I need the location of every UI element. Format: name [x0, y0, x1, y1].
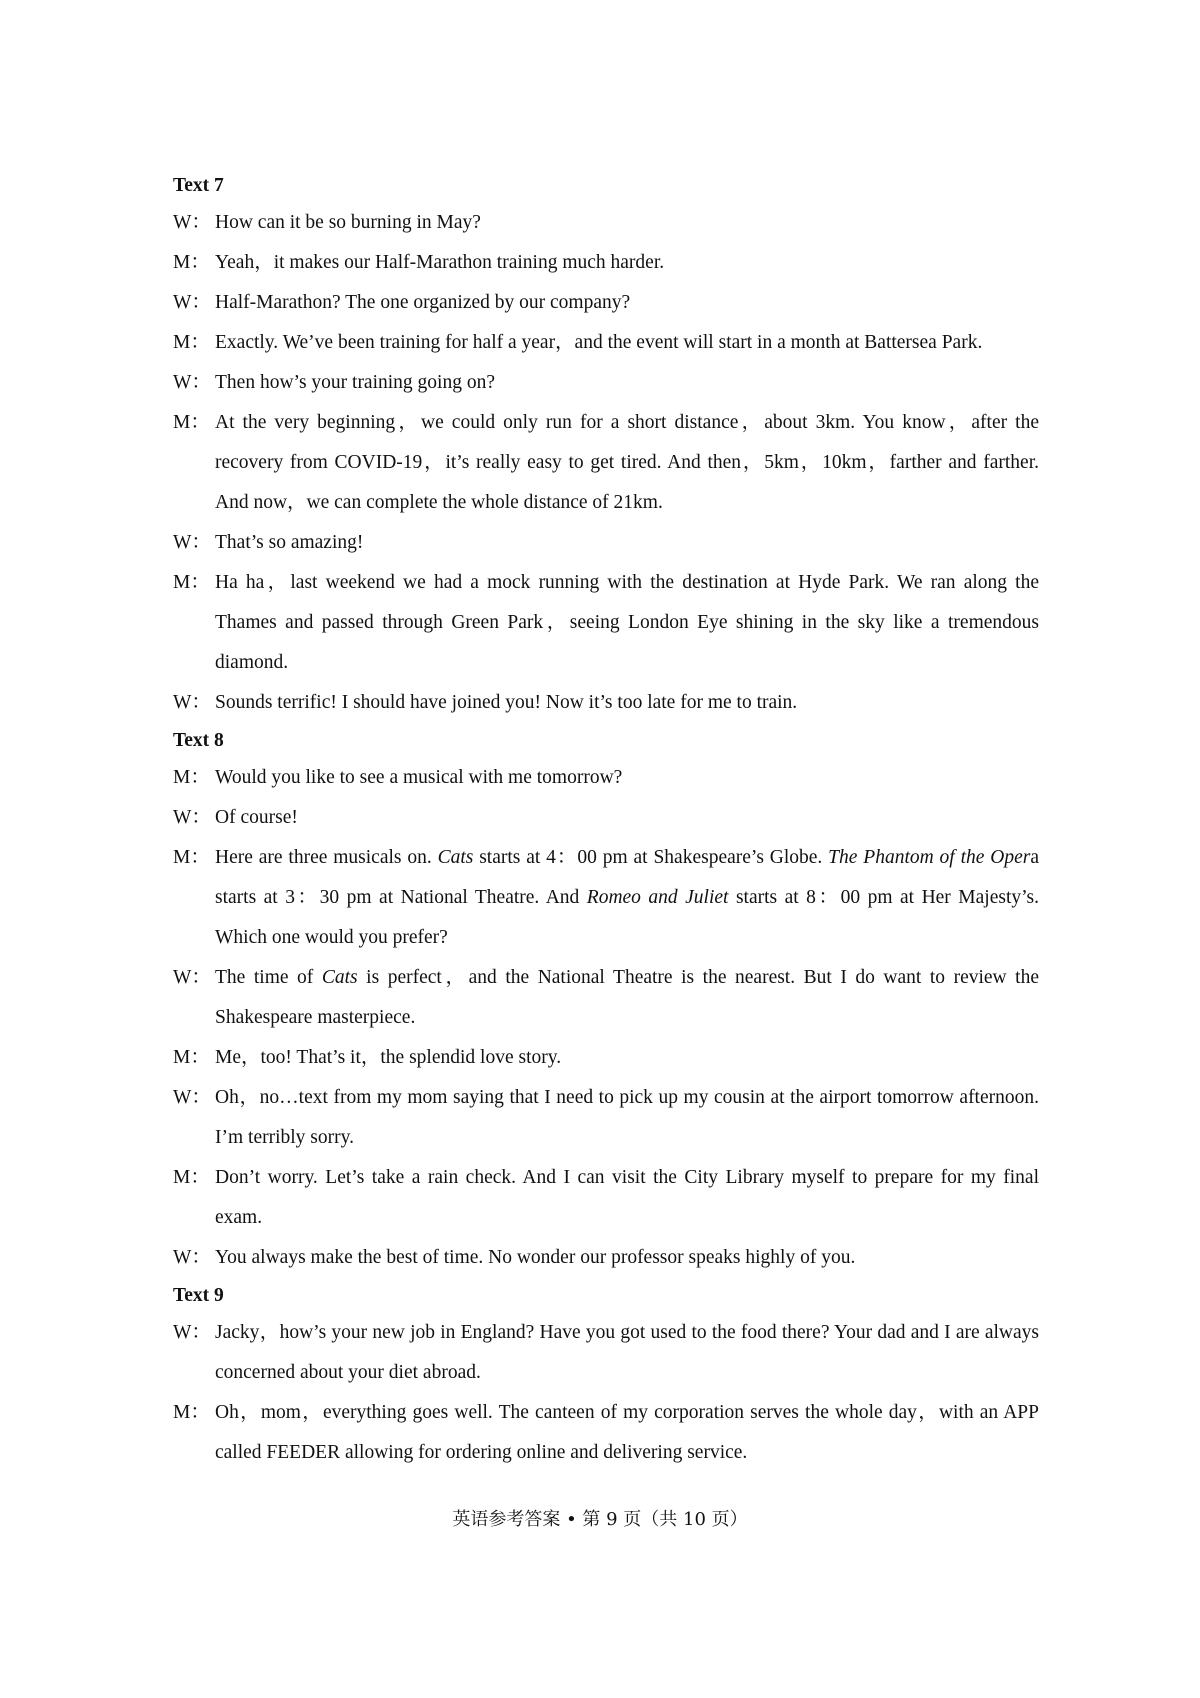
dialogue-line	[173, 203, 1039, 243]
dialogue-line	[173, 243, 1039, 283]
dialogue-text: Of course!	[215, 807, 298, 828]
dialogue-line	[173, 1393, 1039, 1473]
dialogue-line	[173, 1038, 1039, 1078]
italic-title: The Phantom of the Oper	[828, 847, 1031, 868]
speaker-label: W：	[173, 532, 211, 553]
dialogue-line	[173, 1313, 1039, 1393]
dialogue-text: At the very beginning，we could only run for a short distance，about 3km. You know，after the recovery from COVID-19，it’s really easy to get tired. And then，5km，10km，farther and farther. And now，we can complete the whole distance of 21km.	[215, 412, 1039, 513]
speaker-label: M：	[173, 1167, 210, 1188]
speaker-label: W：	[173, 292, 211, 313]
dialogue-line	[173, 1238, 1039, 1278]
document-body	[173, 168, 1039, 1473]
speaker-label: M：	[173, 1047, 210, 1068]
speaker-label: M：	[173, 252, 210, 273]
dialogue-line	[173, 1078, 1039, 1158]
dialogue-text	[215, 958, 1039, 1038]
dialogue-line	[173, 363, 1039, 403]
speaker-label: M：	[173, 332, 210, 353]
speaker-label: W：	[173, 692, 211, 713]
dialogue-line	[173, 323, 1039, 363]
text-run: starts at 4：00 pm at Shakespeare’s Globe.	[473, 847, 829, 868]
dialogue-line	[173, 838, 1039, 958]
dialogue-line	[173, 683, 1039, 723]
text-run: a starts at 3：30 pm at National Theatre. And	[215, 847, 1039, 908]
dialogue-text: That’s so amazing!	[215, 532, 364, 553]
italic-title: Cats	[437, 847, 474, 868]
speaker-label: W：	[173, 807, 211, 828]
dialogue-text: Me，too! That’s it，the splendid love story.	[215, 1047, 562, 1068]
section-title: Text 8	[173, 730, 224, 751]
dialogue-line	[173, 758, 1039, 798]
text-run: starts at 8：00 pm at Her Majesty’s. Which one would you prefer?	[215, 887, 1039, 948]
dialogue-text	[215, 838, 1039, 958]
dialogue-line	[173, 283, 1039, 323]
speaker-label: M：	[173, 767, 210, 788]
speaker-label: M：	[173, 572, 210, 593]
text-run: The time of	[215, 967, 322, 988]
dialogue-line	[173, 403, 1039, 523]
dialogue-text: Half-Marathon? The one organized by our company?	[215, 292, 631, 313]
dialogue-line	[173, 958, 1039, 1038]
dialogue-line	[173, 563, 1039, 683]
dialogue-text: Oh，no…text from my mom saying that I need to pick up my cousin at the airport tomorrow afternoon. I’m terribly sorry.	[215, 1087, 1039, 1148]
text-run: is perfect，and the National Theatre is the nearest. But I do want to review the Shakespeare masterpiece.	[215, 967, 1039, 1028]
dialogue-text: Then how’s your training going on?	[215, 372, 495, 393]
speaker-label: M：	[173, 1402, 210, 1423]
speaker-label: M：	[173, 847, 210, 868]
dialogue-text: Exactly. We’ve been training for half a year，and the event will start in a month at Battersea Park.	[215, 332, 983, 353]
dialogue-text: Jacky，how’s your new job in England? Have you got used to the food there? Your dad and I are always concerned about your diet abroad.	[215, 1322, 1039, 1383]
speaker-label: W：	[173, 1087, 211, 1108]
page-footer: 英语参考答案 • 第 9 页（共 10 页）	[452, 1509, 748, 1530]
dialogue-text: Oh，mom，everything goes well. The canteen of my corporation serves the whole day，with an APP called FEEDER allowing for ordering online and delivering service.	[215, 1402, 1039, 1463]
dialogue-line	[173, 523, 1039, 563]
dialogue-text: Would you like to see a musical with me tomorrow?	[215, 767, 623, 788]
dialogue-text: Ha ha，last weekend we had a mock running with the destination at Hyde Park. We ran along the Thames and passed through Green Park，seeing London Eye shining in the sky like a tremendous diamond.	[215, 572, 1039, 673]
speaker-label: W：	[173, 967, 211, 988]
dialogue-line	[173, 1158, 1039, 1238]
dialogue-text: Yeah，it makes our Half-Marathon training much harder.	[215, 252, 665, 273]
speaker-label: W：	[173, 212, 211, 233]
section-title: Text 7	[173, 175, 224, 196]
speaker-label: M：	[173, 412, 210, 433]
dialogue-line	[173, 798, 1039, 838]
italic-title: Cats	[321, 967, 358, 988]
dialogue-text: How can it be so burning in May?	[215, 212, 481, 233]
dialogue-text: Sounds terrific! I should have joined you! Now it’s too late for me to train.	[215, 692, 798, 713]
speaker-label: W：	[173, 372, 211, 393]
dialogue-text: You always make the best of time. No wonder our professor speaks highly of you.	[215, 1247, 856, 1268]
italic-title: Romeo and Juliet	[586, 887, 729, 908]
section-title: Text 9	[173, 1285, 224, 1306]
speaker-label: W：	[173, 1247, 211, 1268]
text-run: Here are three musicals on.	[215, 847, 438, 868]
dialogue-text: Don’t worry. Let’s take a rain check. And I can visit the City Library myself to prepare for my final exam.	[215, 1167, 1039, 1228]
speaker-label: W：	[173, 1322, 211, 1343]
